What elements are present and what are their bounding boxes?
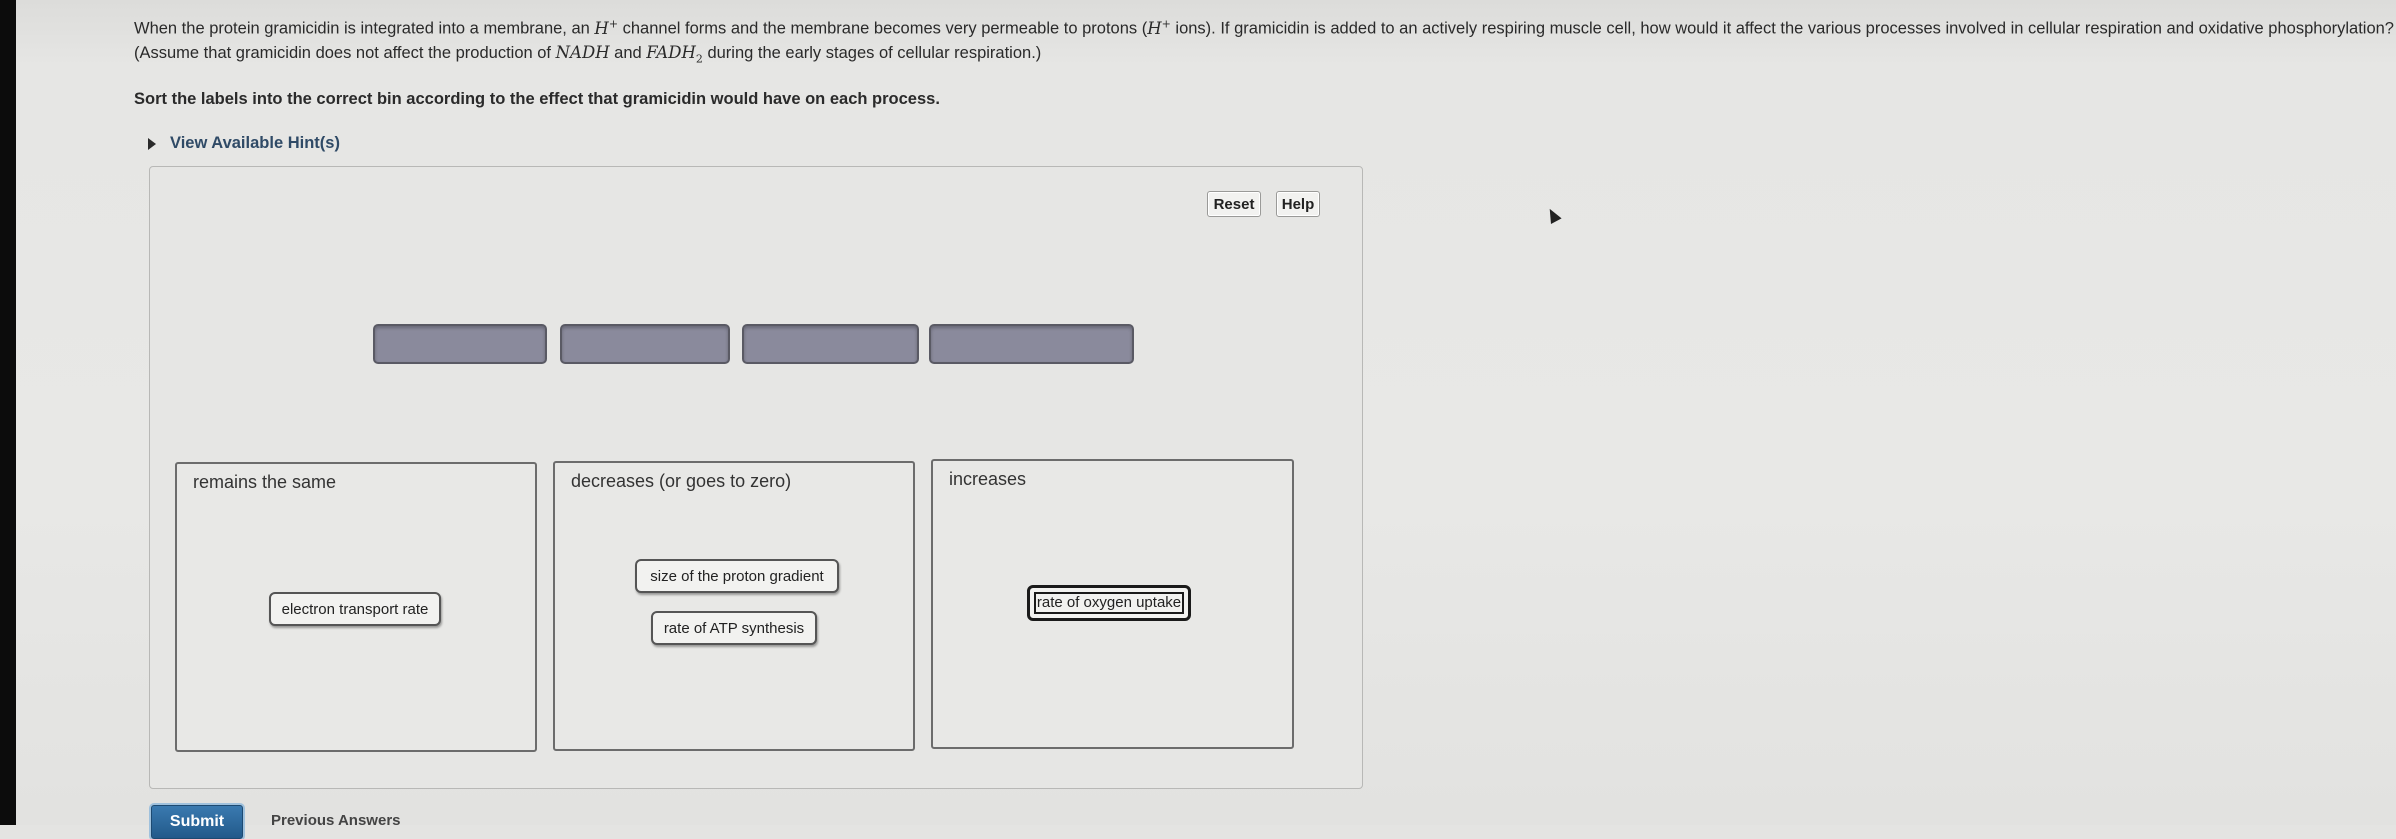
bin-increases[interactable]: [931, 459, 1294, 749]
question-part-3: ions). If gramicidin is added to an actively respiring muscle cell, how would it affect the various processes involved in cellular respiration and oxidative phosphorylation? (Assume that gramicidin does not affect the production of: [134, 19, 2394, 62]
math-h-plus-2: H+: [1147, 17, 1171, 38]
bin-title: increases: [949, 469, 1027, 489]
empty-label-slot: [560, 324, 730, 364]
label-rate-of-oxygen-uptake[interactable]: [1027, 585, 1191, 621]
empty-label-slot: [929, 324, 1134, 364]
question-part-5: during the early stages of cellular respiration.): [702, 43, 1042, 62]
empty-label-slot: [742, 324, 919, 364]
bin-remains-the-same[interactable]: [175, 462, 537, 752]
empty-label-slot: [373, 324, 547, 364]
help-button[interactable]: Help: [1276, 191, 1320, 217]
math-h-plus-1: H+: [594, 17, 619, 38]
left-edge-strip: [0, 0, 16, 825]
submit-button[interactable]: Submit: [151, 805, 243, 839]
page: [16, 0, 2396, 830]
question-part-1: When the protein gramicidin is integrated into a membrane, an: [134, 19, 595, 38]
label-electron-transport-rate[interactable]: electron transport rate: [269, 592, 441, 626]
sorting-workspace: [149, 166, 1363, 789]
view-hints-label: View Available Hint(s): [170, 134, 340, 152]
caret-right-icon: [148, 138, 156, 150]
label-rate-of-atp-synthesis[interactable]: rate of ATP synthesis: [651, 611, 817, 645]
previous-answers-link[interactable]: Previous Answers: [271, 812, 401, 829]
reset-button[interactable]: Reset: [1207, 191, 1261, 217]
bin-title: decreases (or goes to zero): [571, 471, 792, 491]
math-nadh: NADH: [555, 42, 610, 62]
question-part-2: channel forms and the membrane becomes very permeable to protons (: [618, 19, 1148, 38]
view-hints-toggle[interactable]: [148, 134, 340, 153]
mouse-cursor-icon: [1544, 206, 1561, 224]
question-part-4: and: [609, 43, 647, 62]
label-size-of-proton-gradient[interactable]: size of the proton gradient: [635, 559, 839, 593]
bin-decreases[interactable]: [553, 461, 915, 751]
math-fadh2: $FADH_2$: [646, 42, 703, 65]
bin-title: remains the same: [193, 472, 337, 492]
instruction-text: Sort the labels into the correct bin according to the effect that gramicidin would have on each process.: [134, 90, 940, 108]
label-text: rate of oxygen uptake: [1034, 592, 1184, 614]
question-text: [134, 12, 2396, 70]
